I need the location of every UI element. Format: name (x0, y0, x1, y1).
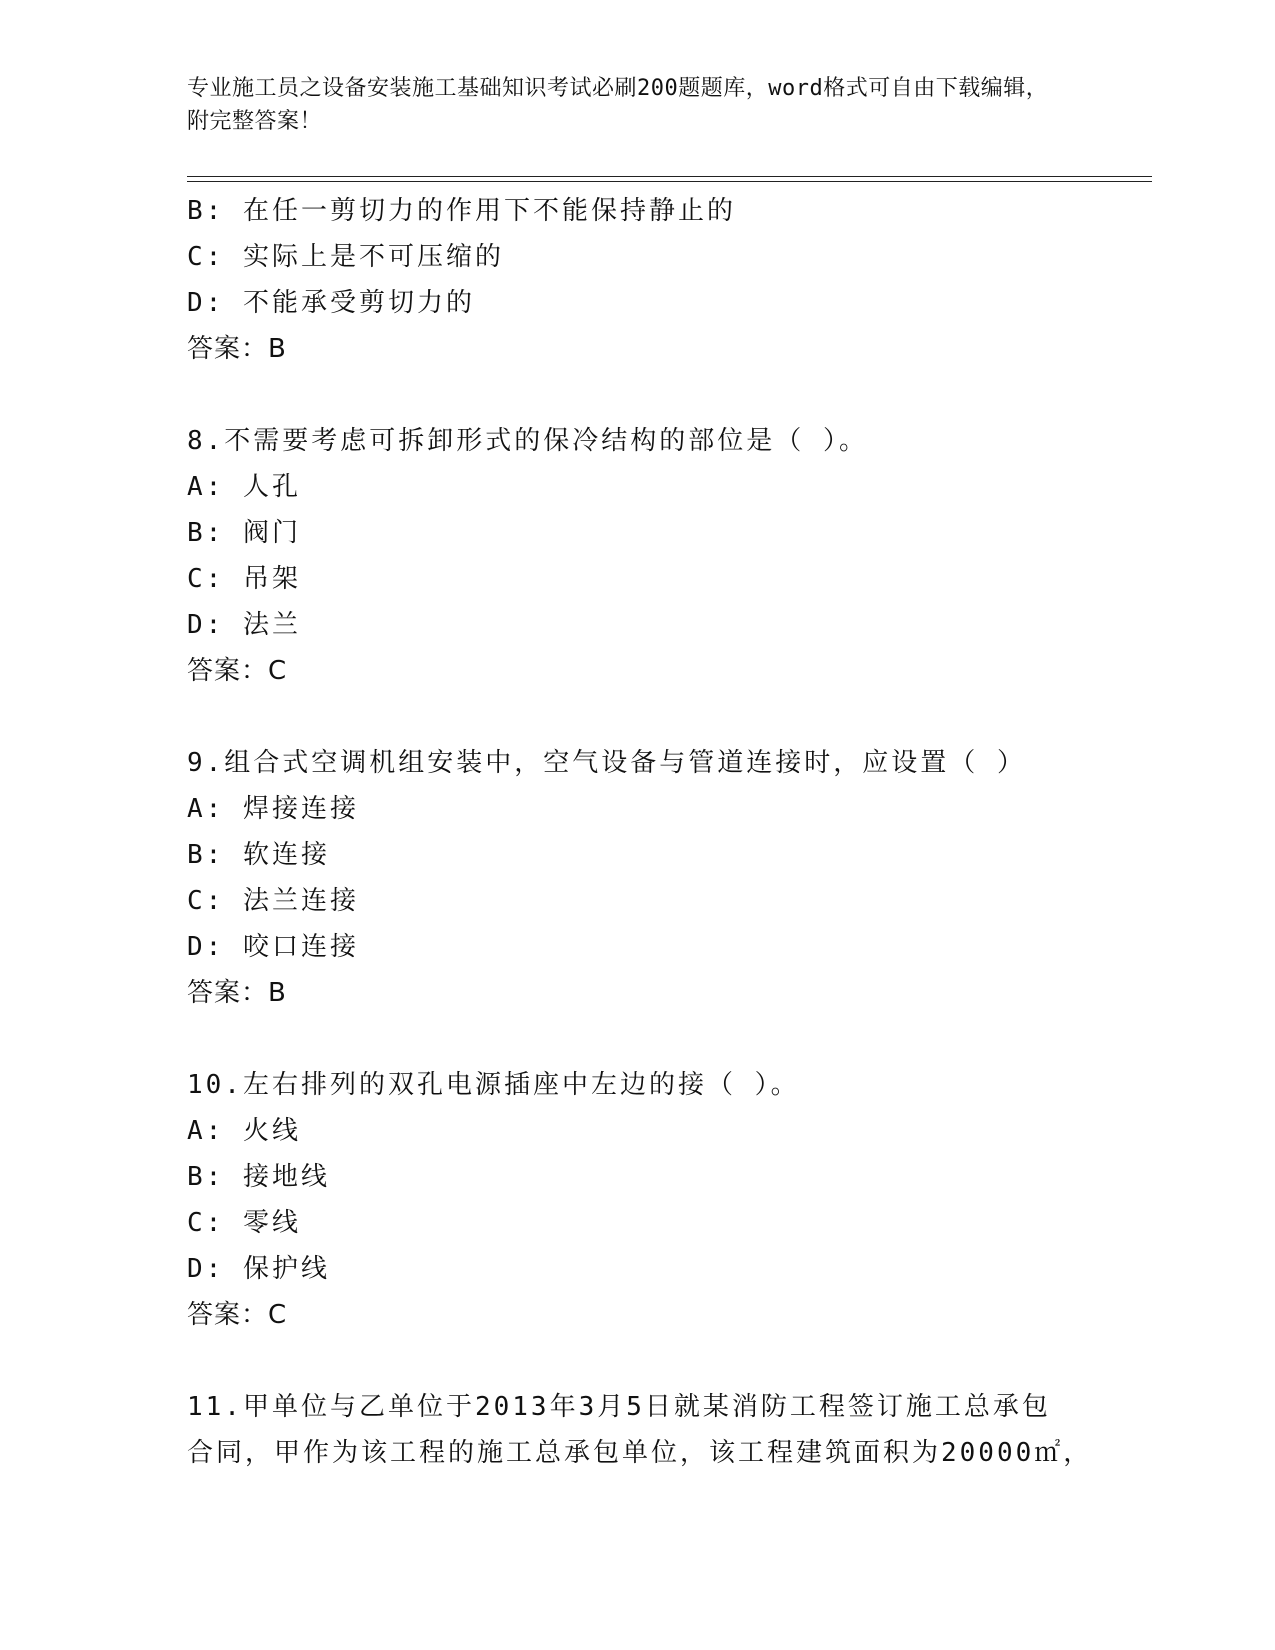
answer-label: 答案：C (187, 1300, 288, 1330)
option-a: A: 焊接连接 (187, 794, 359, 824)
option-d: D: 不能承受剪切力的 (187, 288, 475, 318)
option-b: B: 在任一剪切力的作用下不能保持静止的 (187, 196, 736, 226)
spacer (187, 1338, 1087, 1384)
question-content (187, 188, 1093, 1476)
question-10 (187, 1062, 1087, 1338)
question-11 (187, 1384, 1093, 1476)
question-7-continued (187, 188, 1087, 372)
option-c: C: 实际上是不可压缩的 (187, 242, 504, 272)
option-c: C: 零线 (187, 1208, 301, 1238)
question-stem-line-1: 11.甲单位与乙单位于2013年3月5日就某消防工程签订施工总承包 (187, 1392, 1051, 1422)
option-b: B: 软连接 (187, 840, 330, 870)
spacer (187, 372, 1087, 418)
question-stem: 10.左右排列的双孔电源插座中左边的接（ ）。 (187, 1070, 800, 1100)
header-divider-bottom (187, 181, 1152, 182)
option-b: B: 阀门 (187, 518, 301, 548)
spacer (187, 1016, 1087, 1062)
option-a: A: 人孔 (187, 472, 301, 502)
question-8 (187, 418, 1087, 694)
question-stem: 8.不需要考虑可拆卸形式的保冷结构的部位是（ ）。 (187, 426, 868, 456)
question-stem: 9.组合式空调机组安装中，空气设备与管道连接时，应设置（ ） (187, 748, 1026, 778)
option-b: B: 接地线 (187, 1162, 330, 1192)
question-stem-line-2: 合同，甲作为该工程的施工总承包单位，该工程建筑面积为20000㎡， (187, 1438, 1093, 1468)
answer-label: 答案：B (187, 334, 287, 364)
option-d: D: 法兰 (187, 610, 301, 640)
question-9 (187, 740, 1087, 1016)
header-divider-top (187, 176, 1152, 177)
option-d: D: 保护线 (187, 1254, 330, 1284)
option-a: A: 火线 (187, 1116, 301, 1146)
option-d: D: 咬口连接 (187, 932, 359, 962)
option-c: C: 法兰连接 (187, 886, 359, 916)
document-header: 专业施工员之设备安装施工基础知识考试必刷200题题库，word格式可自由下载编辑，附完整答案！ (187, 76, 1049, 134)
answer-label: 答案：B (187, 978, 287, 1008)
answer-label: 答案：C (187, 656, 288, 686)
option-c: C: 吊架 (187, 564, 301, 594)
spacer (187, 694, 1087, 740)
